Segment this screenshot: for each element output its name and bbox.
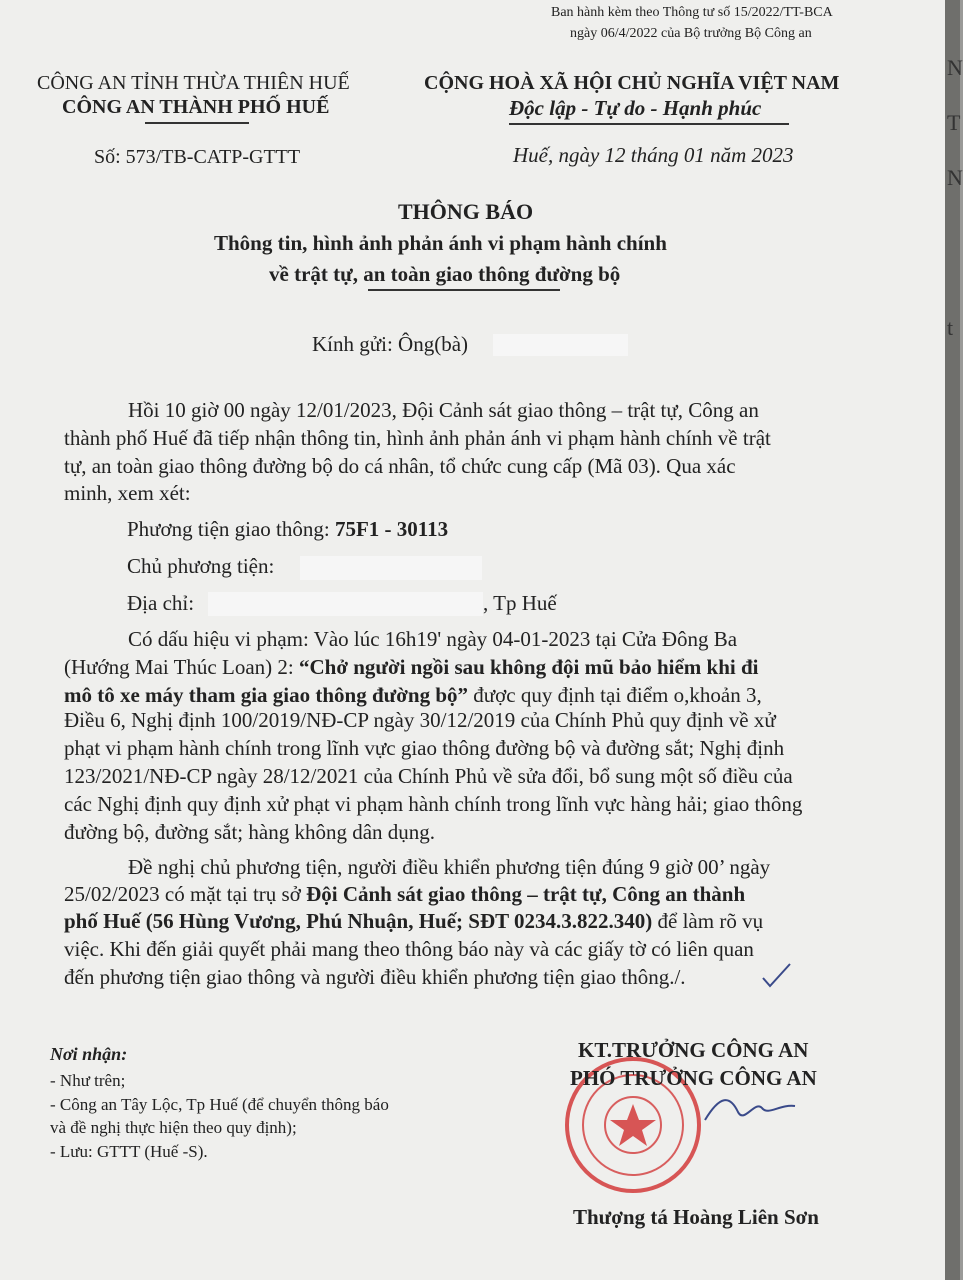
recipient-item: - Công an Tây Lộc, Tp Huế (để chuyển thông báo: [50, 1095, 389, 1114]
top-note-line-1: Ban hành kèm theo Thông tư số 15/2022/TT-BCA: [551, 5, 833, 20]
legal-line: 123/2021/NĐ-CP ngày 28/12/2021 của Chính Phủ về sửa đổi, bổ sung một số điều của: [64, 764, 793, 788]
vehicle-plate: 75F1 - 30113: [334, 517, 449, 541]
redacted-owner-name: [300, 556, 482, 580]
signature: [700, 1090, 800, 1130]
address-label: Địa chỉ:: [127, 591, 195, 615]
country-name: CỘNG HOÀ XÃ HỘI CHỦ NGHĨA VIỆT NAM: [424, 72, 840, 94]
violation-description-cont: mô tô xe máy tham gia giao thông đường bộ”: [64, 683, 469, 707]
document-number: Số: 573/TB-CATP-GTTT: [94, 146, 301, 168]
request-line-3: [64, 909, 763, 934]
violation-line-3: [64, 683, 762, 708]
request-line-2: [64, 882, 745, 907]
document-subtitle-1: Thông tin, hình ảnh phản ánh vi phạm hành chính: [214, 231, 667, 255]
request-line-5: đến phương tiện giao thông và người điều khiển phương tiện giao thông./.: [64, 965, 686, 989]
document-title: THÔNG BÁO: [398, 199, 534, 224]
legal-line: phạt vi phạm hành chính trong lĩnh vực giao thông đường bộ và đường sắt; Nghị định: [64, 736, 785, 760]
agency-underline: [145, 122, 249, 124]
appointment-date: 25/02/2023 có mặt tại trụ sở: [64, 882, 307, 906]
request-purpose: để làm rõ vụ: [652, 909, 764, 933]
violation-legal-text: [64, 706, 876, 846]
violation-line-1: Có dấu hiệu vi phạm: Vào lúc 16h19' ngày 04-01-2023 tại Cửa Đông Ba: [128, 627, 738, 651]
vehicle-line: [127, 517, 448, 542]
title-underline: [368, 289, 560, 291]
signer-title-2: PHÓ TRƯỞNG CÔNG AN: [570, 1066, 817, 1090]
legal-line: đường bộ, đường sắt; hàng không dân dụng.: [64, 820, 436, 844]
recipient-line: Kính gửi: Ông(bà): [312, 332, 469, 356]
signer-name: Thượng tá Hoàng Liên Sơn: [573, 1205, 819, 1229]
legal-line: Điều 6, Nghị định 100/2019/NĐ-CP ngày 30/12/2019 của Chính Phủ quy định về xử: [64, 708, 776, 732]
violation-location: (Hướng Mai Thúc Loan) 2:: [64, 655, 299, 679]
violation-description: “Chở người ngồi sau không đội mũ bảo hiểm khi đi: [298, 655, 759, 679]
violation-line-2: [64, 655, 759, 680]
motto-underline: [509, 123, 789, 125]
recipients-title: Nơi nhận:: [50, 1044, 128, 1064]
recipient-item: - Lưu: GTTT (Huế -S).: [50, 1142, 208, 1161]
checkmark-icon: [760, 960, 794, 990]
office-name: Đội Cảnh sát giao thông – trật tự, Công an thành: [306, 882, 746, 906]
top-note-line-2: ngày 06/4/2022 của Bộ trưởng Bộ Công an: [570, 26, 812, 41]
vehicle-label: Phương tiện giao thông:: [127, 517, 330, 541]
violation-legal-basis: được quy định tại điểm o,khoản 3,: [468, 683, 762, 707]
intro-line: minh, xem xét:: [64, 481, 191, 506]
agency-line-2: CÔNG AN THÀNH PHỐ HUẾ: [62, 96, 330, 118]
agency-line-1: CÔNG AN TỈNH THỪA THIÊN HUẾ: [37, 72, 350, 94]
legal-line: các Nghị định quy định xử phạt vi phạm hành chính trong lĩnh vực hàng hải; giao thông: [64, 792, 803, 816]
recipient-item: - Như trên;: [50, 1071, 126, 1090]
page-edge: N T N t: [945, 0, 960, 1280]
redacted-recipient-name: [493, 334, 628, 356]
intro-line: thành phố Huế đã tiếp nhận thông tin, hình ảnh phản ánh vi phạm hành chính về trật: [64, 425, 771, 450]
intro-paragraph: [64, 397, 876, 508]
redacted-address: [208, 592, 483, 616]
national-motto: Độc lập - Tự do - Hạnh phúc: [509, 96, 762, 120]
office-address: phố Huế (56 Hùng Vương, Phú Nhuận, Huế; SĐT 0234.3.822.340): [64, 909, 653, 933]
recipient-item: và đề nghị thực hiện theo quy định);: [50, 1118, 297, 1137]
place-date: Huế, ngày 12 tháng 01 năm 2023: [513, 143, 794, 167]
owner-label: Chủ phương tiện:: [127, 554, 275, 578]
document-subtitle-2: về trật tự, an toàn giao thông đường bộ: [269, 262, 621, 286]
intro-line: tự, an toàn giao thông đường bộ do cá nhân, tổ chức cung cấp (Mã 03). Qua xác: [64, 453, 736, 478]
request-line-1: Đề nghị chủ phương tiện, người điều khiển phương tiện đúng 9 giờ 00’ ngày: [128, 855, 771, 879]
request-line-4: việc. Khi đến giải quyết phải mang theo thông báo này và các giấy tờ có liên quan: [64, 937, 754, 961]
intro-line: Hồi 10 giờ 00 ngày 12/01/2023, Đội Cảnh sát giao thông – trật tự, Công an: [128, 398, 759, 422]
address-city: , Tp Huế: [483, 591, 557, 615]
signer-title-1: KT.TRƯỞNG CÔNG AN: [578, 1038, 809, 1062]
